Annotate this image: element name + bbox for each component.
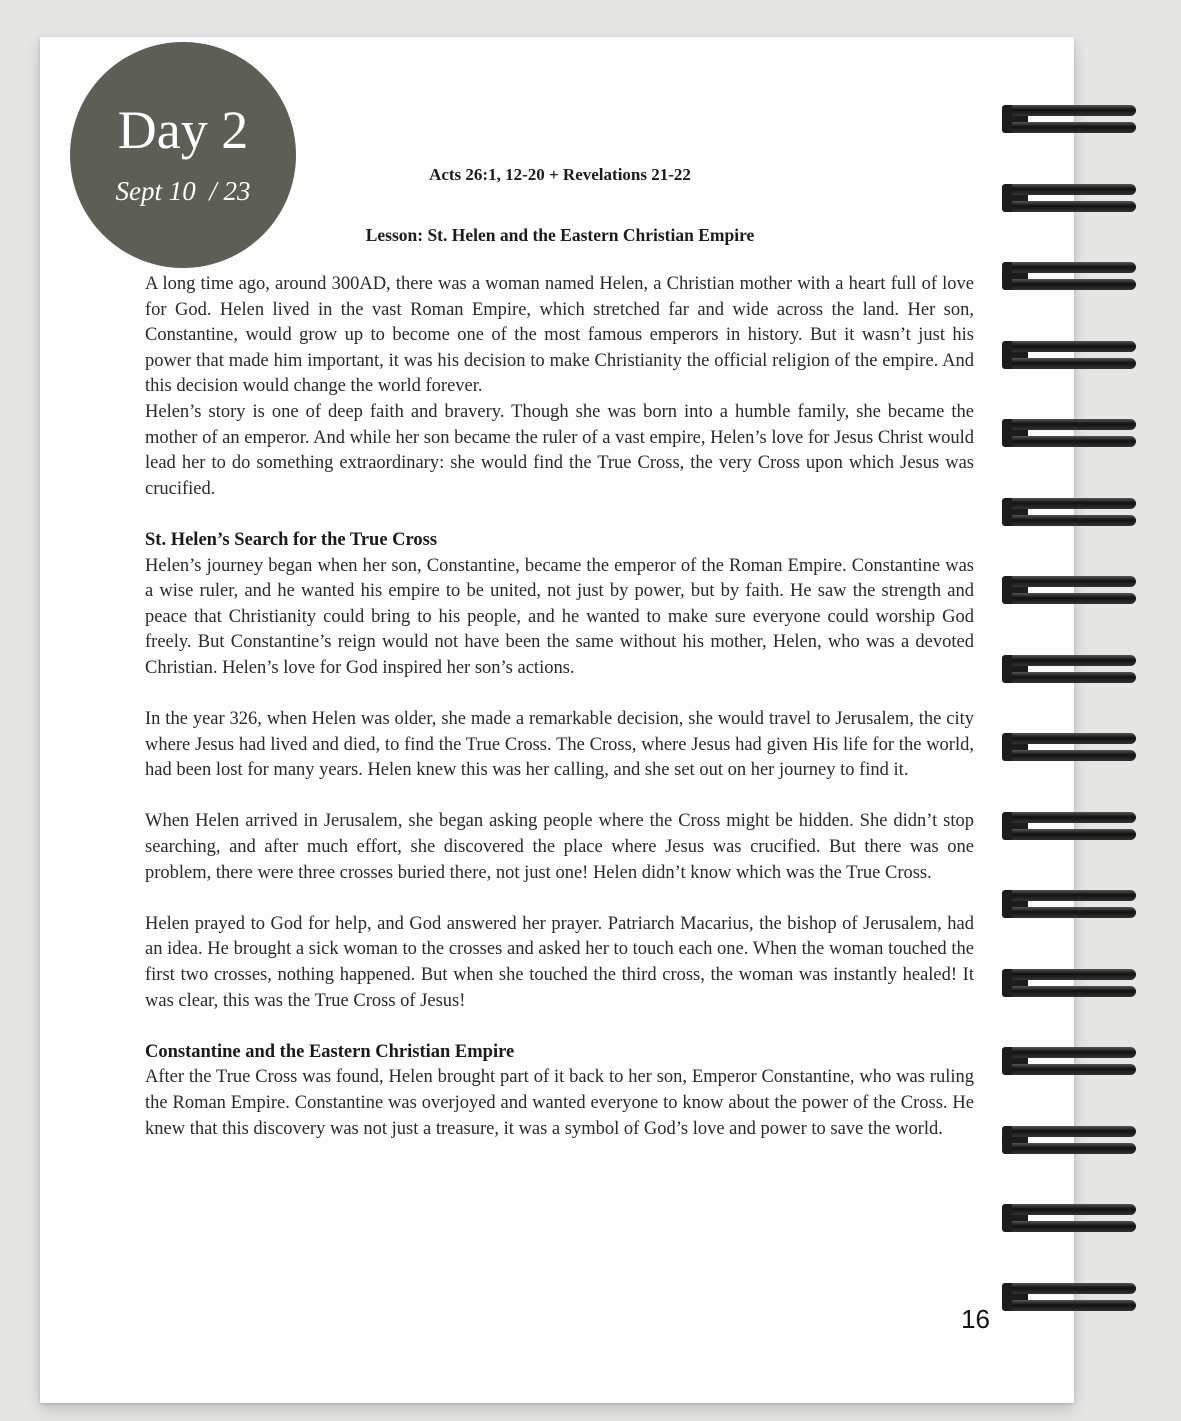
- search-paragraph-2: In the year 326, when Helen was older, she made a remarkable decision, she would travel to Jerusalem, the city where Jesus had lived and died, to find the True Cross. The Cross, where Jesus had given His life for the world, had been lost for many years. Helen knew this was her calling, and she set out on her journey to find it.: [145, 709, 974, 781]
- spiral-coil: [990, 252, 1160, 298]
- page-number: 16: [961, 1304, 990, 1334]
- search-paragraph-1: Helen’s journey began when her son, Constantine, became the emperor of the Roman Empire. Constantine was a wise ruler, and he wanted his empire to be united, not just by power, but by faith. He saw the strength and peace that Christianity could bring to his people, and he wanted to make sure everyone could worship God freely. But Constantine’s reign would not have been the same without his mother, Helen, who was a devoted Christian. Helen’s love for God inspired her son’s actions.: [145, 555, 974, 678]
- spiral-coil: [990, 959, 1160, 1005]
- spiral-coil: [990, 331, 1160, 377]
- search-paragraph-4: Helen prayed to God for help, and God answered her prayer. Patriarch Macarius, the bishop of Jerusalem, had an idea. He brought a sick woman to the crosses and asked her to touch each one. When the woman touched the first two crosses, nothing happened. But when she touched the third cross, the woman was instantly healed! It was clear, this was the True Cross of Jesus!: [145, 913, 974, 1011]
- empire-paragraph-1: After the True Cross was found, Helen brought part of it back to her son, Emperor Constantine, who was ruling the Roman Empire. Constantine was overjoyed and wanted everyone to know about the power of the Cross. He knew that this discovery was not just a treasure, it was a symbol of God’s love and power to save the world.: [145, 1067, 974, 1139]
- section-heading-search: St. Helen’s Search for the True Cross: [145, 529, 438, 550]
- lesson-body: [145, 272, 974, 1142]
- spiral-coil: [990, 802, 1160, 848]
- spiral-coil: [990, 488, 1160, 534]
- day-label: Day 2: [117, 100, 249, 160]
- intro-paragraph-2: Helen’s story is one of deep faith and bravery. Though she was born into a humble family, she became the mother of an emperor. And while her son became the ruler of a vast empire, Helen’s love for Jesus Christ would lead her to do something extraordinary: she would find the True Cross, the very Cross upon which Jesus was crucified.: [145, 401, 974, 499]
- spiral-coil: [990, 174, 1160, 220]
- spiral-binding: [990, 95, 1160, 1335]
- spiral-coil: [990, 880, 1160, 926]
- lesson-title: Lesson: St. Helen and the Eastern Christian Empire: [365, 225, 755, 245]
- spiral-coil: [990, 1273, 1160, 1319]
- spiral-coil: [990, 566, 1160, 612]
- section-heading-empire: Constantine and the Eastern Christian Empire: [145, 1041, 515, 1062]
- intro-paragraph-1: A long time ago, around 300AD, there was a woman named Helen, a Christian mother with a heart full of love for God. Helen lived in the vast Roman Empire, which stretched far and wide across the land. Her son, Constantine, would grow up to become one of the most famous emperors in history. But it wasn’t just his power that made him important, it was his decision to make Christianity the official religion of the empire. And this decision would change the world forever.: [145, 274, 974, 397]
- spiral-coil: [990, 1194, 1160, 1240]
- spiral-coil: [990, 409, 1160, 455]
- spiral-coil: [990, 1116, 1160, 1162]
- spiral-coil: [990, 1037, 1160, 1083]
- spiral-coil: [990, 723, 1160, 769]
- date-label: Sept 10 / 23: [115, 176, 251, 206]
- spiral-coil: [990, 95, 1160, 141]
- scripture-reading: Acts 26:1, 12-20 + Revelations 21-22: [429, 165, 691, 184]
- search-paragraph-3: When Helen arrived in Jerusalem, she began asking people where the Cross might be hidden. She didn’t stop searching, and after much effort, she discovered the place where Jesus was crucified. But there was one problem, there were three crosses buried there, not just one! Helen didn’t know which was the True Cross.: [145, 811, 974, 883]
- spiral-coil: [990, 645, 1160, 691]
